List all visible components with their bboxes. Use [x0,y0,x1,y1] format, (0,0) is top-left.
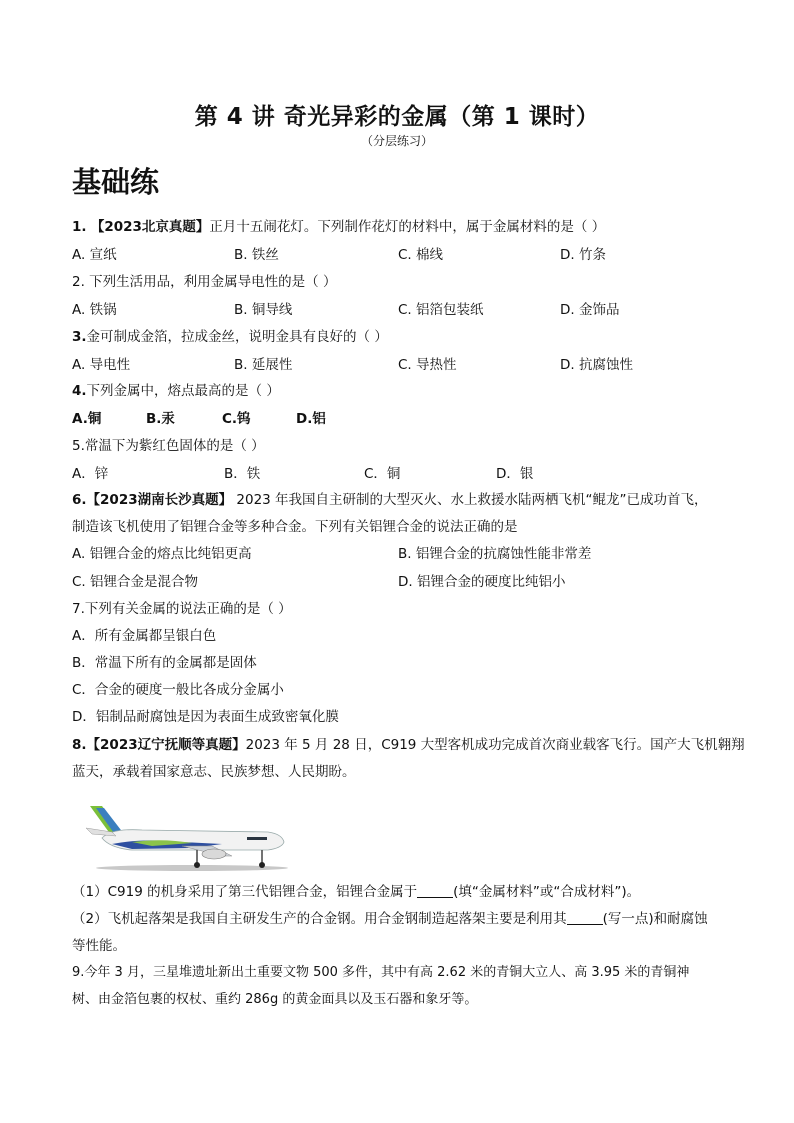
question-stem: 金可制成金箔，拉成金丝，说明金具有良好的（ ） [86,329,388,345]
question-tag: 【2023辽宁抚顺等真题】 [86,737,246,753]
q2-option-a: A. 铁锅 [72,302,117,318]
q3-option-d: D. 抗腐蚀性 [560,357,633,373]
question-8-continued: 蓝天，承载着国家意志、民族梦想、人民期盼。 [72,764,356,780]
question-stem: 2023 年我国自主研制的大型灭火、水上救援水陆两栖飞机“鲲龙”已成功首飞， [232,492,708,508]
sub-question-text: （1）C919 的机身采用了第三代铝锂合金，铝锂合金属于 [72,884,418,900]
sub-question-text: (填“金属材料”或“合成材料”)。 [453,884,641,900]
question-3 [72,328,388,346]
sub-question-text: （2）飞机起落架是我国自主研发生产的合金钢。用合金钢制造起落架主要是利用其 [72,911,567,927]
q8-sub-question-2-continued: 等性能。 [72,938,126,954]
q5-option-d: D．银 [496,466,534,482]
question-9-continued: 树、由金箔包裹的权杖、重约 286g 的黄金面具以及玉石器和象牙等。 [72,992,478,1007]
q4-option-c: C.钨 [222,411,251,427]
question-tag: 【2023北京真题】 [90,219,210,235]
q2-option-d: D. 金饰品 [560,302,620,318]
q8-sub-question-1 [72,883,640,901]
question-5: 5.常温下为紫红色固体的是（ ） [72,438,265,454]
q3-option-c: C. 导热性 [398,357,457,373]
question-number: 3. [72,329,87,345]
question-stem: 正月十五闹花灯。下列制作花灯的材料中，属于金属材料的是（ ） [209,219,606,235]
question-tag: 【2023湖南长沙真题】 [86,492,233,508]
q1-option-d: D. 竹条 [560,247,606,263]
q1-option-a: A. 宣纸 [72,247,117,263]
question-4 [72,382,280,400]
page-title: 第 4 讲 奇光异彩的金属（第 1 课时） [194,104,600,130]
question-9: 9.今年 3 月，三星堆遗址新出土重要文物 500 多件，其中有高 2.62 米的青铜大立人、高 3.95 米的青铜神 [72,965,690,980]
q1-option-b: B. 铁丝 [234,247,279,263]
q2-option-b: B. 铜导线 [234,302,293,318]
answer-blank[interactable] [417,883,453,898]
airplane-image [72,798,288,874]
q3-option-a: A. 导电性 [72,357,131,373]
question-7: 7.下列有关金属的说法正确的是（ ） [72,601,292,617]
q6-option-d: D. 铝锂合金的硬度比纯铝小 [398,574,566,590]
q4-option-b: B.汞 [146,411,175,427]
q8-sub-question-2 [72,910,708,928]
answer-blank[interactable] [567,910,603,925]
q7-option-a: A．所有金属都呈银白色 [72,628,217,644]
q3-option-b: B. 延展性 [234,357,293,373]
q2-option-c: C. 铝箔包装纸 [398,302,484,318]
q7-option-c: C．合金的硬度一般比各成分金属小 [72,682,284,698]
page-subtitle: （分层练习） [360,134,433,148]
q7-option-b: B．常温下所有的金属都是固体 [72,655,257,671]
section-heading: 基础练 [72,165,160,199]
question-stem: 2023 年 5 月 28 日，C919 大型客机成功完成首次商业载客飞行。国产大飞机翱翔 [245,737,745,753]
question-8 [72,736,745,754]
question-stem: 下列金属中，熔点最高的是（ ） [86,383,280,399]
question-6 [72,491,708,509]
question-number: 8. [72,737,87,753]
q6-option-a: A. 铝锂合金的熔点比纯铝更高 [72,546,252,562]
question-1 [72,218,605,236]
q1-option-c: C. 棉线 [398,247,444,263]
q4-option-a: A.铜 [72,411,102,427]
q5-option-b: B．铁 [224,466,261,482]
q6-option-c: C. 铝锂合金是混合物 [72,574,199,590]
q4-option-d: D.铝 [296,411,326,427]
q6-option-b: B. 铝锂合金的抗腐蚀性能非常差 [398,546,592,562]
question-2: 2. 下列生活用品，利用金属导电性的是（ ） [72,274,337,290]
question-number: 1. [72,219,87,235]
question-number: 4. [72,383,87,399]
question-number: 6. [72,492,87,508]
question-6-continued: 制造该飞机使用了铝锂合金等多种合金。下列有关铝锂合金的说法正确的是 [72,519,518,535]
q5-option-a: A．锌 [72,466,109,482]
q7-option-d: D．铝制品耐腐蚀是因为表面生成致密氧化膜 [72,709,339,725]
sub-question-text: (写一点)和耐腐蚀 [602,911,708,927]
q5-option-c: C．铜 [364,466,401,482]
